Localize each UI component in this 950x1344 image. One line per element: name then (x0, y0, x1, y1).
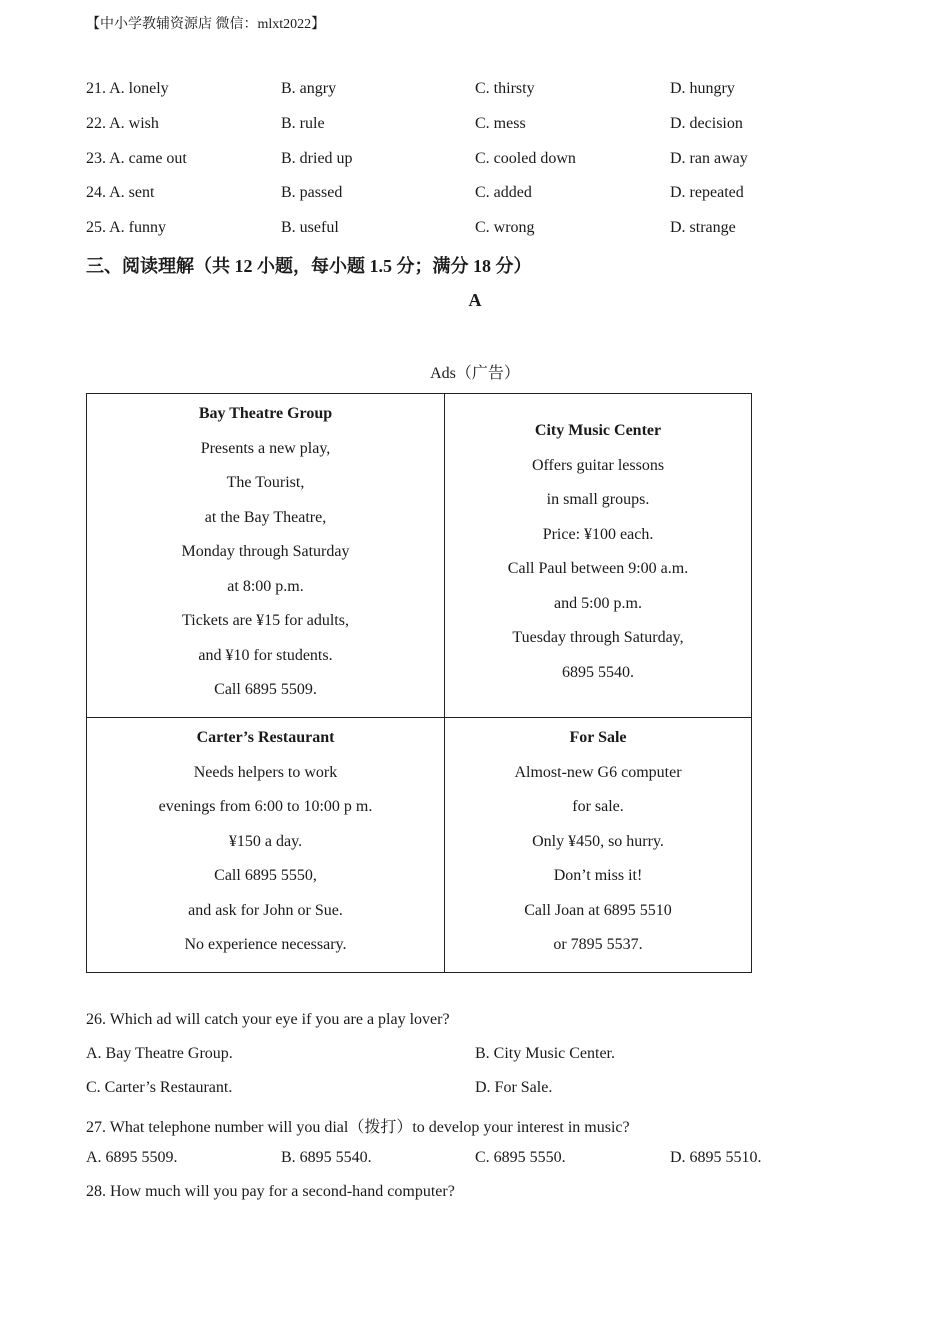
cloze-row-25 (86, 219, 886, 241)
q27-option-d: D. 6895 5510. (670, 1149, 762, 1166)
ads-table (86, 393, 752, 973)
option: 21. A. lonely (86, 80, 169, 97)
ad-line: Call 6895 5550, (214, 867, 317, 884)
q27-option-a: A. 6895 5509. (86, 1149, 178, 1166)
cloze-row-23 (86, 150, 886, 172)
option: B. useful (281, 219, 339, 236)
option: 24. A. sent (86, 184, 155, 201)
ad-line: 6895 5540. (562, 663, 634, 681)
ad-carters-restaurant (87, 718, 445, 973)
q27-options (86, 1149, 886, 1171)
q26-option-a: A. Bay Theatre Group. (86, 1045, 233, 1062)
ad-line: evenings from 6:00 to 10:00 p m. (158, 798, 373, 815)
option: C. wrong (475, 219, 535, 236)
q26-options-ab (86, 1045, 886, 1067)
ad-line: and ask for John or Sue. (188, 901, 343, 919)
option: D. decision (670, 115, 743, 132)
option: C. added (475, 184, 532, 201)
option: B. rule (281, 115, 325, 132)
ad-line: Monday through Saturday (181, 543, 350, 560)
ad-line: and 5:00 p.m. (554, 594, 642, 612)
part-label: A (468, 290, 482, 310)
q26-options-cd (86, 1079, 886, 1101)
ad-line: The Tourist, (226, 474, 305, 491)
ad-line: Only ¥450, so hurry. (532, 832, 664, 850)
ad-line: Presents a new play, (200, 439, 331, 457)
question-27: 27. What telephone number will you dial（拨打）to develop your interest in music? (86, 1119, 630, 1136)
option: B. angry (281, 80, 337, 97)
ad-line: at the Bay Theatre, (204, 508, 327, 526)
ad-line: and ¥10 for students. (198, 646, 333, 664)
ad-line: Almost-new G6 computer (514, 763, 682, 781)
option: C. mess (475, 115, 526, 132)
option: B. passed (281, 184, 343, 201)
q26-option-b: B. City Music Center. (475, 1045, 615, 1062)
ads-caption: Ads（广告） (430, 365, 520, 382)
ad-line: Call Joan at 6895 5510 (524, 901, 672, 919)
q27-option-b: B. 6895 5540. (281, 1149, 372, 1166)
ad-line: at 8:00 p.m. (227, 577, 304, 595)
ad-line: Tuesday through Saturday, (512, 629, 684, 646)
ad-line: in small groups. (546, 491, 650, 508)
option: C. thirsty (475, 80, 535, 97)
question-28: 28. How much will you pay for a second-hand computer? (86, 1183, 455, 1200)
ad-line: No experience necessary. (184, 936, 347, 953)
option: C. cooled down (475, 150, 576, 167)
ad-line: Needs helpers to work (193, 763, 338, 781)
ad-line: Call Paul between 9:00 a.m. (507, 560, 689, 577)
option: D. repeated (670, 184, 744, 201)
ad-title: City Music Center (534, 422, 662, 439)
option: D. ran away (670, 150, 748, 167)
option: B. dried up (281, 150, 353, 167)
q26-option-d: D. For Sale. (475, 1079, 553, 1096)
ad-line: Tickets are ¥15 for adults, (182, 612, 349, 629)
q27-option-c: C. 6895 5550. (475, 1149, 566, 1166)
ad-line: Call 6895 5509. (214, 681, 317, 698)
ad-line: Offers guitar lessons (531, 456, 665, 474)
ad-title: For Sale (569, 729, 627, 746)
ad-city-music (445, 394, 752, 718)
option: 23. A. came out (86, 150, 187, 167)
question-26: 26. Which ad will catch your eye if you are a play lover? (86, 1011, 450, 1028)
ad-line: for sale. (572, 798, 624, 815)
option: D. strange (670, 219, 736, 236)
ad-line: or 7895 5537. (553, 936, 643, 953)
cloze-row-22 (86, 115, 886, 137)
ad-title: Bay Theatre Group (198, 405, 333, 422)
option: D. hungry (670, 80, 735, 97)
page-header: 【中小学教辅资源店 微信：mlxt2022】 (86, 17, 326, 32)
option: 22. A. wish (86, 115, 159, 132)
ad-title: Carter’s Restaurant (196, 729, 335, 746)
ad-line: Price: ¥100 each. (542, 525, 654, 543)
cloze-row-24 (86, 184, 886, 206)
ad-line: ¥150 a day. (228, 832, 303, 850)
section-title: 三、阅读理解（共 12 小题，每小题 1.5 分；满分 18 分） (86, 256, 532, 276)
ad-line: Don’t miss it! (553, 867, 643, 884)
ad-bay-theatre (87, 394, 445, 718)
q26-option-c: C. Carter’s Restaurant. (86, 1079, 233, 1096)
cloze-row-21 (86, 80, 886, 102)
ad-for-sale (445, 718, 752, 973)
option: 25. A. funny (86, 219, 166, 236)
